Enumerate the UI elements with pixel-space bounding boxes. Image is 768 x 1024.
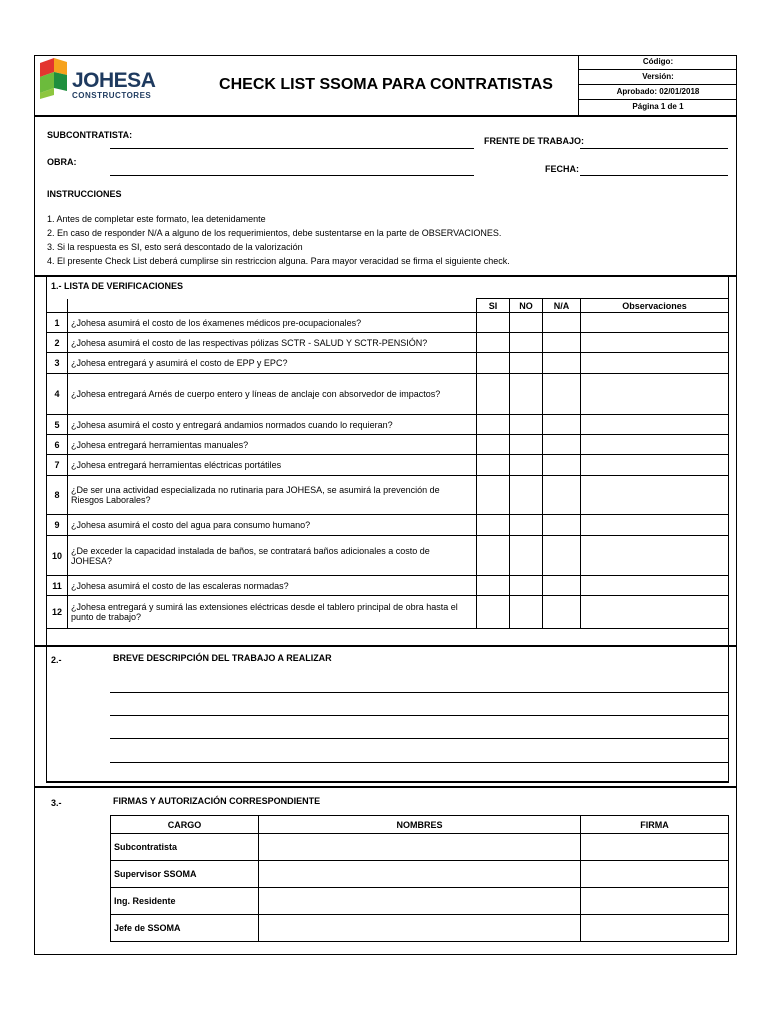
description-line[interactable] — [110, 715, 728, 716]
firma-cell[interactable] — [581, 915, 729, 942]
firma-cell[interactable] — [581, 888, 729, 915]
si-cell[interactable] — [477, 435, 510, 455]
meta-version: Versión: — [579, 70, 737, 85]
question-text: ¿Johesa asumirá el costo de los éxamenes médicos pre-ocupacionales? — [68, 313, 477, 333]
observaciones-cell[interactable] — [581, 515, 729, 536]
section1-divider — [34, 275, 737, 277]
cargo-cell: Ing. Residente — [111, 888, 259, 915]
section3-number: 3.- — [51, 798, 62, 808]
cargo-cell: Jefe de SSOMA — [111, 915, 259, 942]
instructions-heading: INSTRUCCIONES — [47, 189, 122, 199]
si-cell[interactable] — [477, 313, 510, 333]
signature-row — [111, 888, 729, 915]
question-text: ¿Johesa entregará Arnés de cuerpo entero y líneas de anclaje con absorvedor de impactos? — [68, 374, 477, 415]
section2-left-border — [46, 647, 47, 783]
company-logo — [34, 55, 194, 115]
checklist-row — [47, 415, 729, 435]
checklist-header-row — [47, 299, 729, 313]
no-cell[interactable] — [510, 353, 543, 374]
nombres-cell[interactable] — [259, 861, 581, 888]
na-cell[interactable] — [543, 435, 581, 455]
description-line[interactable] — [110, 738, 728, 739]
question-text: ¿Johesa entregará herramientas eléctricas portátiles — [68, 455, 477, 476]
no-cell[interactable] — [510, 374, 543, 415]
cargo-cell: Supervisor SSOMA — [111, 861, 259, 888]
observaciones-cell[interactable] — [581, 596, 729, 629]
observaciones-cell[interactable] — [581, 415, 729, 435]
si-cell[interactable] — [477, 476, 510, 515]
observaciones-cell[interactable] — [581, 536, 729, 576]
si-cell[interactable] — [477, 455, 510, 476]
signature-row — [111, 861, 729, 888]
observaciones-cell[interactable] — [581, 576, 729, 596]
signature-header-row — [111, 816, 729, 834]
question-text: ¿De ser una actividad especializada no rutinaria para JOHESA, se asumirá la prevención de Riesgos Laborales? — [68, 476, 477, 515]
question-text: ¿Johesa entregará herramientas manuales? — [68, 435, 477, 455]
na-cell[interactable] — [543, 455, 581, 476]
col-cargo: CARGO — [111, 816, 259, 834]
na-cell[interactable] — [543, 353, 581, 374]
no-cell[interactable] — [510, 333, 543, 353]
document-meta — [578, 55, 737, 115]
document-title: CHECK LIST SSOMA PARA CONTRATISTAS — [219, 76, 553, 93]
na-cell[interactable] — [543, 515, 581, 536]
no-cell[interactable] — [510, 536, 543, 576]
subcontratista-label: SUBCONTRATISTA: — [47, 130, 133, 140]
observaciones-cell[interactable] — [581, 313, 729, 333]
no-cell[interactable] — [510, 576, 543, 596]
row-number: 9 — [47, 515, 68, 536]
no-cell[interactable] — [510, 515, 543, 536]
observaciones-cell[interactable] — [581, 353, 729, 374]
subcontratista-field[interactable] — [110, 148, 474, 149]
si-cell[interactable] — [477, 596, 510, 629]
question-text: ¿Johesa entregará y sumirá las extensiones eléctricas desde el tablero principal de obra hasta el punto de trabajo? — [68, 596, 477, 629]
checklist-row — [47, 333, 729, 353]
na-cell[interactable] — [543, 415, 581, 435]
section2-bottom — [46, 781, 728, 783]
section2-number: 2.- — [51, 655, 62, 665]
no-cell[interactable] — [510, 313, 543, 333]
question-text: ¿Johesa asumirá el costo del agua para consumo humano? — [68, 515, 477, 536]
row-number: 4 — [47, 374, 68, 415]
si-cell[interactable] — [477, 353, 510, 374]
row-number: 1 — [47, 313, 68, 333]
question-text: ¿Johesa asumirá el costo de las respectivas pólizas SCTR - SALUD Y SCTR-PENSIÓN? — [68, 333, 477, 353]
row-number: 11 — [47, 576, 68, 596]
instruction-item: 1. Antes de completar este formato, lea detenidamente — [47, 214, 266, 224]
row-number: 6 — [47, 435, 68, 455]
signature-row — [111, 915, 729, 942]
observaciones-cell[interactable] — [581, 476, 729, 515]
na-cell[interactable] — [543, 476, 581, 515]
header-blank — [47, 299, 68, 313]
instruction-item: 4. El presente Check List deberá cumplirse sin restriccion alguna. Para mayor veracidad se firma el siguiente check. — [47, 256, 510, 266]
meta-aprobado: Aprobado: 02/01/2018 — [579, 85, 737, 100]
checklist-row — [47, 455, 729, 476]
si-cell[interactable] — [477, 576, 510, 596]
checklist-row — [47, 353, 729, 374]
row-number: 10 — [47, 536, 68, 576]
row-number: 7 — [47, 455, 68, 476]
checklist-row — [47, 476, 729, 515]
si-cell[interactable] — [477, 536, 510, 576]
obra-field[interactable] — [110, 175, 474, 176]
checklist-table — [46, 298, 729, 629]
description-line[interactable] — [110, 692, 728, 693]
signature-table — [110, 815, 729, 942]
obra-label: OBRA: — [47, 157, 77, 167]
fecha-field[interactable] — [580, 175, 728, 176]
cargo-cell: Subcontratista — [111, 834, 259, 861]
header-blank — [68, 299, 477, 313]
si-cell[interactable] — [477, 333, 510, 353]
no-cell[interactable] — [510, 415, 543, 435]
col-no: NO — [510, 299, 543, 313]
si-cell[interactable] — [477, 415, 510, 435]
checklist-row — [47, 536, 729, 576]
frente-label: FRENTE DE TRABAJO: — [484, 136, 585, 146]
question-text: ¿Johesa asumirá el costo de las escaleras normadas? — [68, 576, 477, 596]
description-line[interactable] — [110, 762, 728, 763]
na-cell[interactable] — [543, 536, 581, 576]
nombres-cell[interactable] — [259, 888, 581, 915]
checklist-row — [47, 374, 729, 415]
observaciones-cell[interactable] — [581, 435, 729, 455]
no-cell[interactable] — [510, 476, 543, 515]
section1-heading: 1.- LISTA DE VERIFICACIONES — [51, 281, 184, 291]
instruction-item: 3. Si la respuesta es SI, esto será descontado de la valorización — [47, 242, 303, 252]
section3-divider — [34, 786, 737, 788]
no-cell[interactable] — [510, 435, 543, 455]
meta-codigo: Código: — [579, 55, 737, 70]
signature-row — [111, 834, 729, 861]
si-cell[interactable] — [477, 374, 510, 415]
section3-heading: FIRMAS Y AUTORIZACIÓN CORRESPONDIENTE — [113, 796, 321, 806]
firma-cell[interactable] — [581, 861, 729, 888]
frente-field[interactable] — [580, 148, 728, 149]
fecha-label: FECHA: — [545, 164, 579, 174]
si-cell[interactable] — [477, 515, 510, 536]
nombres-cell[interactable] — [259, 834, 581, 861]
firma-cell[interactable] — [581, 834, 729, 861]
checklist-row — [47, 576, 729, 596]
observaciones-cell[interactable] — [581, 455, 729, 476]
row-number: 8 — [47, 476, 68, 515]
section2-heading: BREVE DESCRIPCIÓN DEL TRABAJO A REALIZAR — [113, 653, 332, 663]
observaciones-cell[interactable] — [581, 333, 729, 353]
no-cell[interactable] — [510, 455, 543, 476]
row-number: 2 — [47, 333, 68, 353]
question-text: ¿De exceder la capacidad instalada de baños, se contratará baños adicionales a costo de JOHESA? — [68, 536, 477, 576]
meta-pagina: Página 1 de 1 — [632, 102, 684, 111]
row-number: 12 — [47, 596, 68, 629]
no-cell[interactable] — [510, 596, 543, 629]
instruction-item: 2. En caso de responder N/A a alguno de los requerimientos, debe sustentarse en la parte de OBSERVACIONES. — [47, 228, 502, 238]
checklist-row — [47, 596, 729, 629]
col-observaciones: Observaciones — [581, 299, 729, 313]
observaciones-cell[interactable] — [581, 374, 729, 415]
col-na: N/A — [543, 299, 581, 313]
checklist-row — [47, 313, 729, 333]
na-cell[interactable] — [543, 333, 581, 353]
header-divider — [34, 115, 737, 117]
na-cell[interactable] — [543, 596, 581, 629]
na-cell[interactable] — [543, 576, 581, 596]
section2-divider — [34, 645, 737, 647]
col-firma: FIRMA — [581, 816, 729, 834]
brand-subtitle: CONSTRUCTORES — [72, 91, 152, 100]
row-number: 3 — [47, 353, 68, 374]
na-cell[interactable] — [543, 374, 581, 415]
brand-name: JOHESA — [72, 69, 156, 92]
col-si: SI — [477, 299, 510, 313]
col-nombres: NOMBRES — [259, 816, 581, 834]
row-number: 5 — [47, 415, 68, 435]
question-text: ¿Johesa asumirá el costo y entregará andamios normados cuando lo requieran? — [68, 415, 477, 435]
section2-right-border — [728, 647, 729, 783]
checklist-row — [47, 435, 729, 455]
nombres-cell[interactable] — [259, 915, 581, 942]
question-text: ¿Johesa entregará y asumirá el costo de EPP y EPC? — [68, 353, 477, 374]
checklist-row — [47, 515, 729, 536]
na-cell[interactable] — [543, 313, 581, 333]
